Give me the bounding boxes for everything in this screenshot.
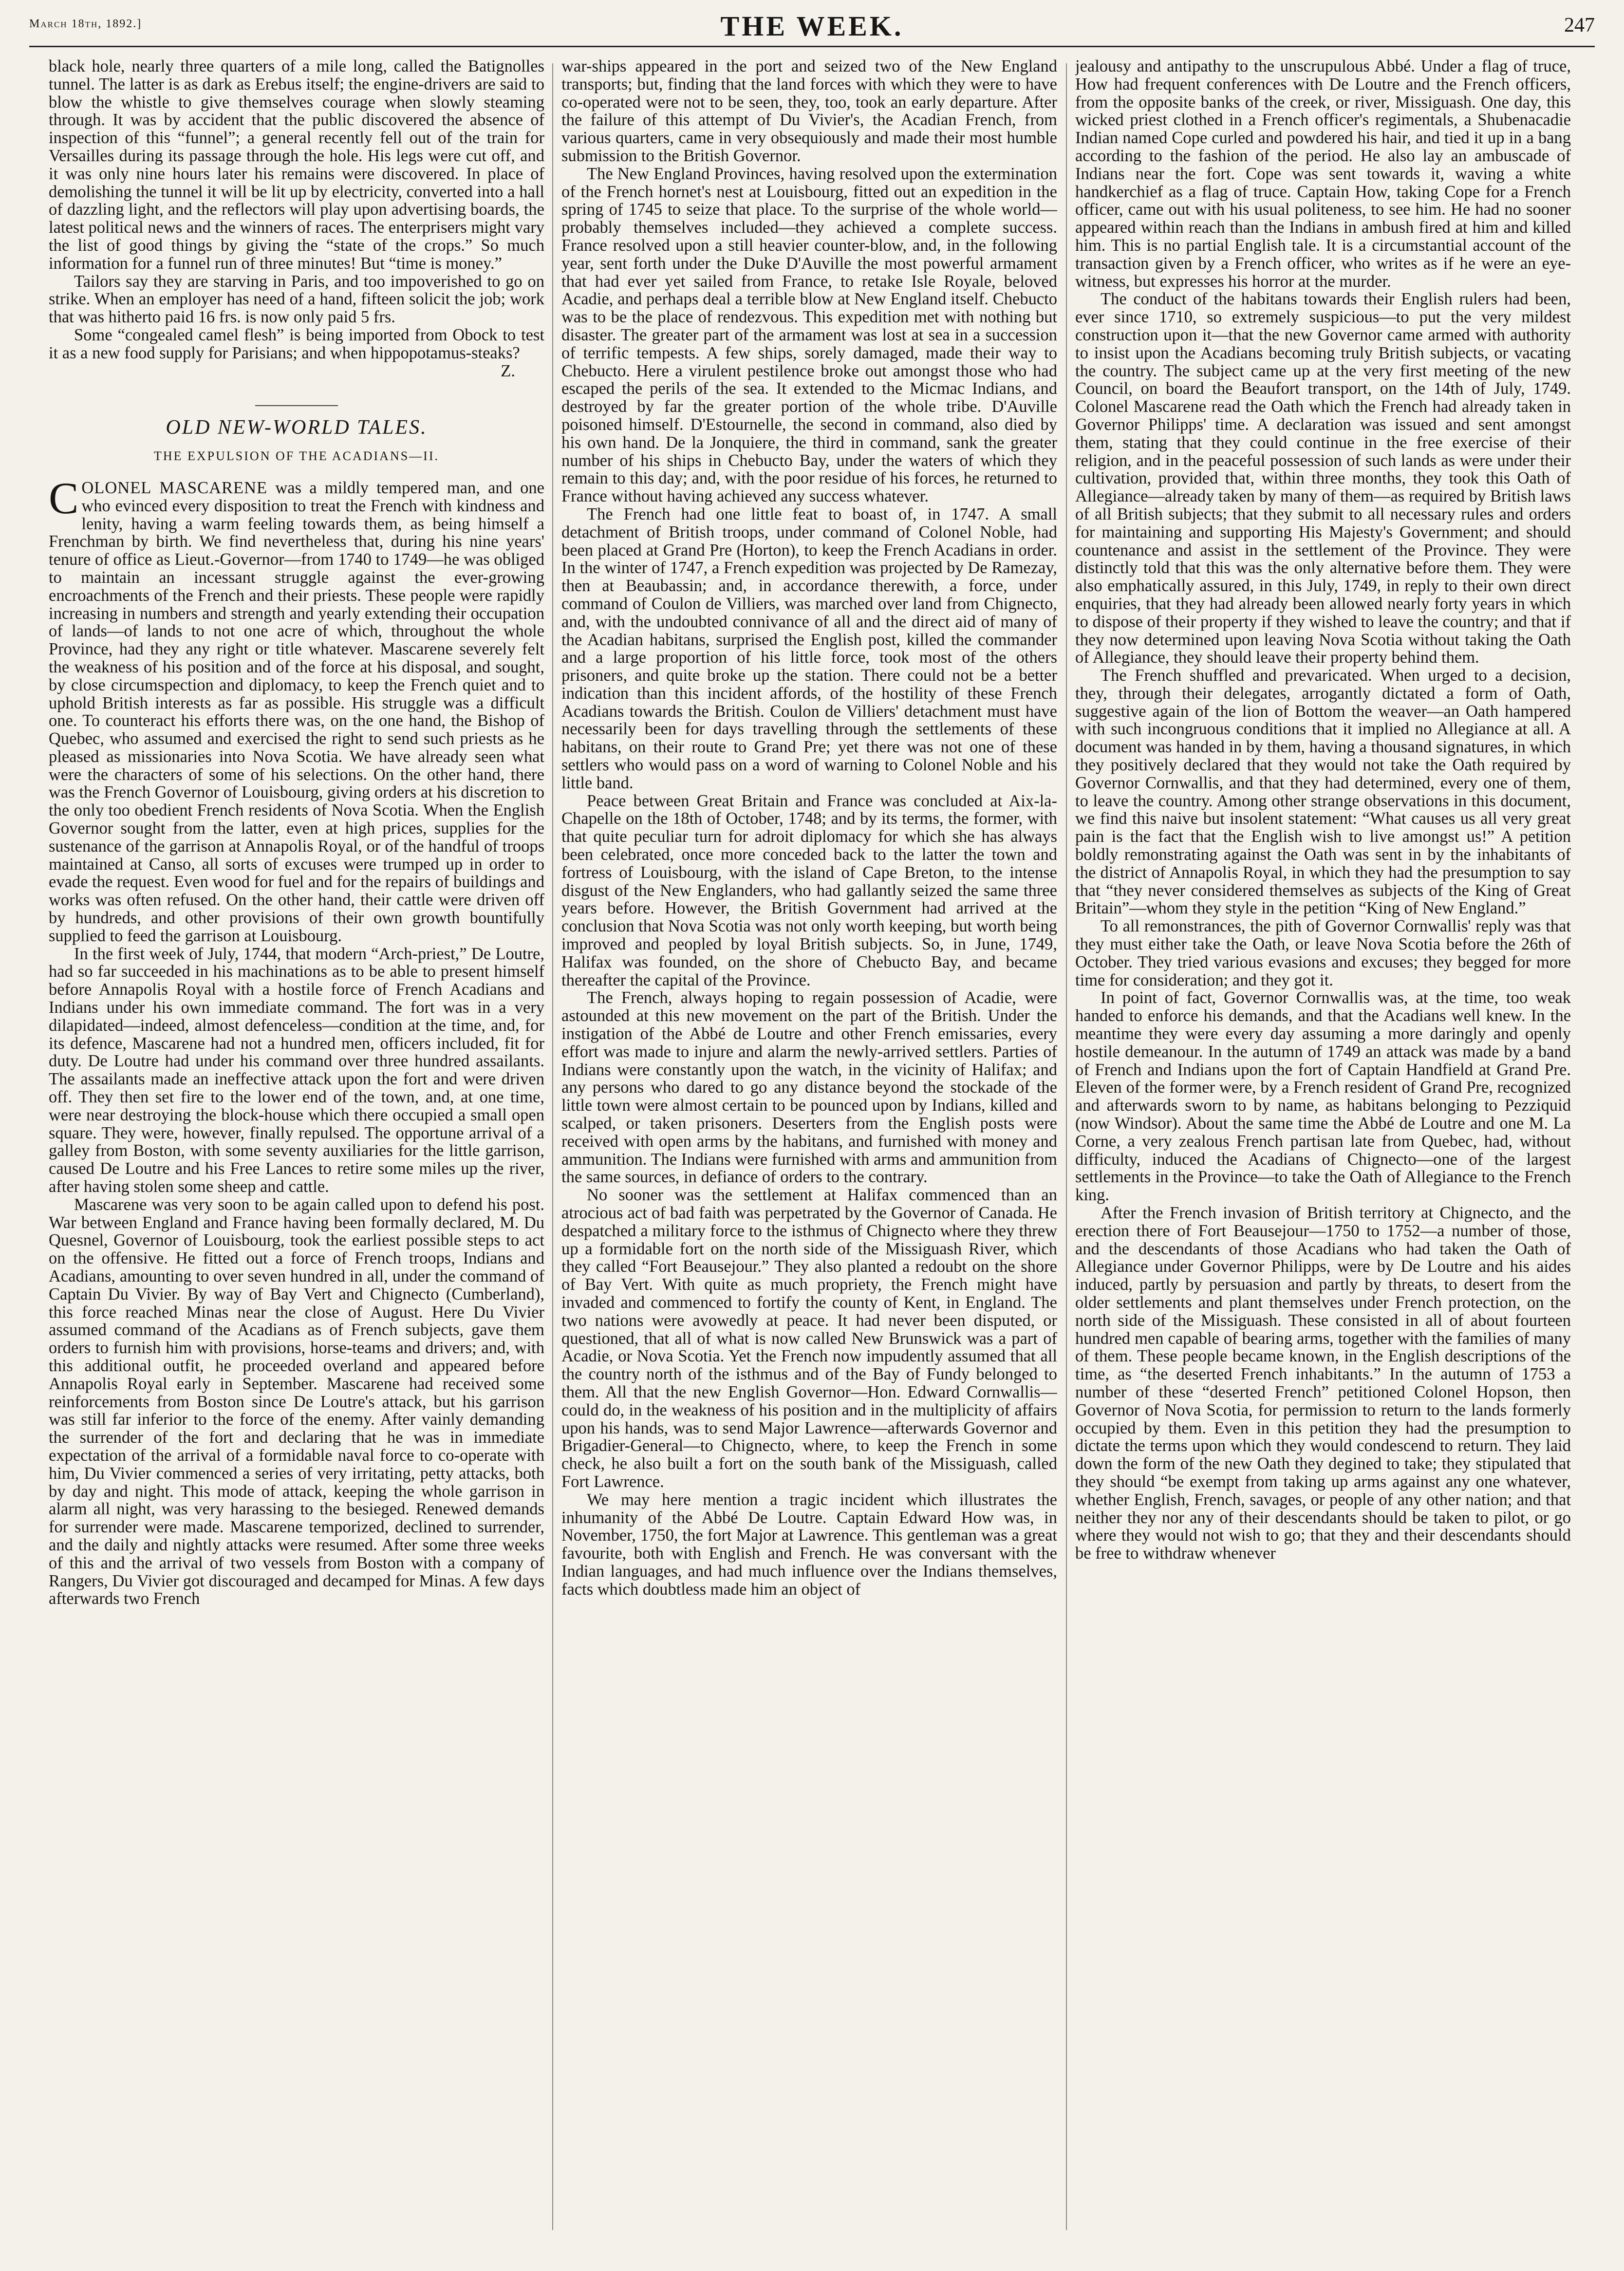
paragraph: No sooner was the settlement at Halifax commenced than an atrocious act of bad faith was perpetrated by the Governor of Canada. He despatched a military force to the isthmus of Chignecto where they threw up a formidable fort on the north side of the Missiguash River, which they called “Fort Beausejour.” They also planted a redoubt on the shore of Bay Vert. With quite as much propriety, the French might have invaded and commenced to fortify the county of Kent, in England. The two nations were avowedly at peace. It had never been disputed, or questioned, that all of what is now called New Brunswick was a part of Acadie, or Nova Scotia. Yet the French now impudently assumed that all the country north of the isthmus and of the Bay of Fundy belonged to them. All that the new English Governor—Hon. Edward Cornwallis—could do, in the weakness of his position and in the multiplicity of affairs upon his hands, was to send Major Lawrence—afterwards Governor and Brigadier-General—to Chignecto, where, to keep the French in some check, he also built a fort on the south bank of the Missiguash, called Fort Lawrence.	[561, 1186, 1057, 1491]
drop-cap: C	[49, 473, 79, 523]
column-2	[561, 57, 1057, 2234]
paragraph: The French had one little feat to boast of, in 1747. A small detachment of British troops, under command of Colonel Noble, had been placed at Grand Pre (Horton), to keep the French Acadians in order. In the winter of 1747, a French expedition was projected by De Ramezay, then at Beaubassin; and, in accordance therewith, a force, under command of Coulon de Villiers, was marched over land from Chignecto, and, with the undoubted connivance of all and the direct aid of many of the Acadian habitans, surprised the English post, killed the commander and a large proportion of his little force, took most of the others prisoners, and quite broke up the station. There could not be a better indication than this incident affords, of the hostility of these French Acadians towards the British. Coulon de Villiers' detachment must have necessarily been for days travelling through the settlements of these habitans, on their route to Grand Pre; yet there was not one of these settlers who would pass on a word of warning to Colonel Noble and his little band.	[561, 504, 1057, 792]
paragraph-text: was a mildly tempered man, and one who evinced every disposition to treat the French with kindness and lenity, having a warm feeling towards them, as being himself a Frenchman by birth. We find nevertheless that, during his nine years' tenure of office as Lieut.-Governor—from 1740 to 1749—he was obliged to maintain an incessant struggle against the ever-growing encroachments of the French and their priests. These people were rapidly increasing in numbers and strength and yearly extending their occupation of lands—of lands to not one acre of which, throughout the whole Province, had they any right or title whatever. Mascarene severely felt the weakness of his position and of the force at his disposal, and sought, by close circumspection and diplomacy, to keep the French quiet and to uphold British interests as far as possible. His struggle was a difficult one. To counteract his efforts there was, on the one hand, the Bishop of Quebec, who assumed and exercised the right to send such priests as he pleased as missionaries into Nova Scotia. We have already seen what were the characters of some of his selections. On the other hand, there was the French Governor of Louisbourg, giving orders at his discretion to the only too obedient French residents of Nova Scotia. When the English Governor sought from the latter, even at high prices, supplies for the sustenance of the garrison at Annapolis Royal, or of the handful of troops maintained at Canso, all sorts of excuses were trumped up in order to evade the request. Even wood for fuel and for the repairs of buildings and works was often refused. On the other hand, their cattle were driven off by hundreds, and other provisions of their own growth bountifully supplied to feed the garrison at Louisbourg.	[49, 478, 544, 945]
paragraph: In the first week of July, 1744, that modern “Arch-priest,” De Loutre, had so far succeeded in his machinations as to be able to present himself before Annapolis Royal with a hostile force of French Acadians and Indians under his own immediate command. The fort was in a very dilapidated—indeed, almost defenceless—condition at the time, and, for its defence, Mascarene had not a hundred men, officers included, fit for duty. De Loutre had under his command over three hundred assailants. The assailants made an ineffective attack upon the fort and were driven off. They then set fire to the lower end of the town, and, at one time, were near destroying the block-house which there occupied a small open square. They were, however, finally repulsed. The opportune arrival of a galley from Boston, with some seventy auxiliaries for the little garrison, caused De Loutre and his Free Lances to retire some miles up the river, after having stolen some sheep and cattle.	[49, 944, 544, 1196]
paragraph: jealousy and antipathy to the unscrupulous Abbé. Under a flag of truce, How had frequent conferences with De Loutre and the French officers, from the opposite banks of the creek, or river, Missiguash. One day, this wicked priest clothed in a French officer's regimentals, a Shubenacadie Indian named Cope curled and powdered his hair, and tied it up in a bang according to the fashion of the period. He also lay an ambuscade of Indians near the fort. Cope was sent towards it, waving a white handkerchief as a flag of truce. Captain How, taking Cope for a French officer, came out with his usual politeness, to see him. He had no sooner appeared within reach than the Indians in ambush fired at him and killed him. This is no partial English tale. It is a circumstantial account of the transaction given by a French officer, who writes as if he were an eye-witness, but expresses his horror at the murder.	[1075, 57, 1571, 291]
paragraph: The French, always hoping to regain possession of Acadie, were astounded at this new movement on the part of the British. Under the instigation of the Abbé de Loutre and other French emissaries, every effort was made to injure and alarm the newly-arrived settlers. Parties of Indians were constantly upon the watch, in the vicinity of Halifax; and any persons who dared to go any distance beyond the stockade of the little town were almost certain to be pounced upon by Indians, killed and scalped, or taken prisoners. Deserters from the English posts were received with open arms by the habitans, and furnished with money and ammunition. The Indians were furnished with arms and ammunition from the same sources, in defiance of orders to the contrary.	[561, 988, 1057, 1187]
article-title: OLD NEW-WORLD TALES.	[166, 416, 428, 439]
paragraph: Mascarene was very soon to be again called upon to defend his post. War between England and France having been formally declared, M. Du Quesnel, Governor of Louisbourg, took the earliest possible steps to act on the offensive. He fitted out a force of French troops, Indians and Acadians, amounting to over seven hundred in all, under the command of Captain Du Vivier. By way of Bay Vert and Chignecto (Cumberland), this force reached Minas near the close of August. Here Du Vivier assumed command of the Acadians as of French subjects, gave them orders to furnish him with provisions, horse-teams and drivers; and, with this additional outfit, he proceeded overland and appeared before Annapolis Royal early in September. Mascarene had received some reinforcements from Boston since De Loutre's attack, but his garrison was still far inferior to the force of the enemy. After vainly demanding the surrender of the fort and declaring that he was in immediate expectation of the arrival of a formidable naval force to co-operate with him, Du Vivier commenced a series of very irritating, petty attacks, both by day and night. This mode of attack, keeping the whole garrison in alarm all night, was very harassing to the besieged. Renewed demands for surrender were made. Mascarene temporized, declined to surrender, and the daily and nightly attacks were resumed. After some three weeks of this and the arrival of two vessels from Boston with a company of Rangers, Du Vivier got discouraged and decamped for Minas. A few days afterwards two French	[49, 1195, 544, 1608]
page-number: 247	[1564, 14, 1595, 37]
paragraph: Some “congealed camel flesh” is being imported from Obock to test it as a new food supply for Parisians; and when hippopotamus-steaks?	[49, 325, 544, 362]
paragraph: Peace between Great Britain and France was concluded at Aix-la-Chapelle on the 18th of October, 1748; and by its terms, the former, with that quite peculiar turn for adroit diplomacy for which she has always been celebrated, once more conceded back to the latter the town and fortress of Louisbourg, with the island of Cape Breton, to the intense disgust of the New Englanders, who had gallantly seized the same three years before. However, the British Government had arrived at the conclusion that Nova Scotia was not only worth keeping, but worth being improved and peopled by loyal British subjects. So, in June, 1749, Halifax was founded, on the shore of Chebucto Bay, and became thereafter the capital of the Province.	[561, 791, 1057, 989]
paragraph	[49, 473, 544, 945]
paragraph: black hole, nearly three quarters of a mile long, called the Batignolles tunnel. The latter is as dark as Erebus itself; the engine-drivers are said to blow the whistle to give themselves courage when slowly steaming through. It was by accident that the public discovered the absence of inspection of this “funnel”; a general recently fell out of the train for Versailles during its passage through the hole. His legs were cut off, and it was only nine hours later his remains were discovered. In place of demolishing the tunnel it will be lit up by electricity, converted into a hall of dazzling light, and the reflectors will play upon advertising boards, the latest political news and the winners of races. The enterprisers might vary the list of good things by giving the “state of the crops.” So much information for a funnel run of three minutes! But “time is money.”	[49, 57, 544, 273]
paragraph: The conduct of the habitans towards their English rulers had been, ever since 1710, so extremely suspicious—to put the very mildest construction upon it—that the new Governor came armed with authority to insist upon the Acadians becoming truly British subjects, or vacating the country. The subject came up at the very first meeting of the new Council, on board the Beaufort transport, on the 14th of July, 1749. Colonel Mascarene read the Oath which the French had already taken in Governor Philipps' time. A declaration was issued and sent amongst them, stating that they could continue in the free exercise of their religion, and in the peaceful possession of such lands as were under their cultivation, provided that, within three months, they took this Oath of Allegiance—already taken by many of them—as required by British laws of all British subjects; that they submit to all necessary rules and orders for maintaining and supporting His Majesty's Government; and should countenance and assist in the settlement of the Province. They were distinctly told that this was the only alternative before them. They were also emphatically assured, in this July, 1749, in reply to their own direct enquiries, that they had already been allowed nearly forty years in which to dispose of their property if they wished to leave the country; and that if they now determined upon leaving Nova Scotia without taking the Oath of Allegiance, they should leave their property behind them.	[1075, 290, 1571, 667]
paragraph: We may here mention a tragic incident which illustrates the inhumanity of the Abbé De Loutre. Captain Edward How was, in November, 1750, the fort Major at Lawrence. This gentleman was a great favourite, both with English and French. He was conversant with the Indian languages, and had much influence over the Indians themselves, facts which doubtless made him an object of	[561, 1490, 1057, 1599]
paragraph: After the French invasion of British territory at Chignecto, and the erection there of Fort Beausejour—1750 to 1752—a number of those, and the descendants of those Acadians who had taken the Oath of Allegiance under Governor Philipps, were by De Loutre and his aides induced, partly by persuasion and partly by threats, to desert from the older settlements and plant themselves under French protection, on the north side of the Missiguash. These consisted in all of about fourteen hundred men capable of bearing arms, together with the families of many of them. These people became known, in the English descriptions of the time, as “the deserted French inhabitants.” In the autumn of 1753 a number of these “deserted French” petitioned Colonel Hopson, then Governor of Nova Scotia, for permission to return to the lands formerly occupied by them. Even in this petition they had the presumption to dictate the terms upon which they would condescend to return. They laid down the form of the new Oath they degined to take; they stipulated that they should “be exempt from taking up arms against any one whatever, whether English, French, savages, or people of any other nation; and that neither they nor any of their descendants should be taken to pilot, or go where they would not wish to go; that they and their descendants should be free to withdraw whenever	[1075, 1204, 1571, 1563]
column-1	[49, 57, 544, 2234]
section-separator	[255, 405, 338, 406]
publication-title: THE WEEK.	[720, 10, 904, 42]
signature: Z.	[501, 361, 515, 380]
column-divider	[552, 63, 553, 2230]
column-divider	[1066, 63, 1067, 2230]
paragraph: Tailors say they are starving in Paris, and too impoverished to go on strike. When an employer has need of a hand, fifteen solicit the job; work that was hitherto paid 16 frs. is now only paid 5 frs.	[49, 272, 544, 327]
paragraph: In point of fact, Governor Cornwallis was, at the time, too weak handed to enforce his demands, and that the Acadians well knew. In the meantime they were every day assuming a more daringly and openly hostile demeanour. In the autumn of 1749 an attack was made by a band of French and Indians upon the fort of Captain Handfield at Grand Pre. Eleven of the former were, by a French resident of Grand Pre, recognized and afterwards sworn to by name, as habitans belonging to Pezziquid (now Windsor). About the same time the Abbé de Loutre and one M. La Corne, a very zealous French partisan late from Quebec, had, without difficulty, induced the Acadians of Chignecto—one of the largest settlements in the Province—to take the Oath of Allegiance to the French king.	[1075, 988, 1571, 1205]
paragraph: The New England Provinces, having resolved upon the extermination of the French hornet's nest at Louisbourg, fitted out an expedition in the spring of 1745 to seize that place. To the surprise of the whole world—probably themselves included—they achieved a complete success. France resolved upon a still heavier counter-blow, and, in the following year, sent forth under the Duke D'Auville the most powerful armament that had ever yet sailed from France, to retake Isle Royale, beloved Acadie, and perhaps deal a terrible blow at New England itself. Chebucto was to be the place of rendezvous. This expedition met with nothing but disaster. The greater part of the armament was lost at sea in a succession of terrific tempests. A few ships, sorely damaged, made their way to Chebucto. Here a virulent pestilence broke out amongst those who had escaped the perils of the sea. It extended to the Micmac Indians, and destroyed by far the greater portion of the whole tribe. D'Auville poisoned himself. D'Estournelle, the second in command, also died by his own hand. De la Jonquiere, the third in command, sank the greater number of his ships in Chebucto Bay, under the waters of which they remain to this day; and, with the poor residue of his forces, he returned to France without having achieved any success whatever.	[561, 164, 1057, 506]
lead-in: OLONEL MASCARENE	[81, 478, 268, 497]
paragraph: war-ships appeared in the port and seized two of the New England transports; but, finding that the land forces with which they were to have co-operated were not to be seen, they, too, took an early departure. After the failure of this attempt of Du Vivier's, the Acadian French, from various quarters, came in very obsequiously and made their most humble submission to the British Governor.	[561, 57, 1057, 165]
article-subtitle: THE EXPULSION OF THE ACADIANS—II.	[153, 449, 440, 464]
header-rule	[29, 46, 1595, 47]
page-header	[29, 10, 1595, 44]
issue-date: March 18th, 1892.]	[29, 18, 142, 30]
column-3	[1075, 57, 1571, 2234]
paragraph: To all remonstrances, the pith of Governor Cornwallis' reply was that they must either take the Oath, or leave Nova Scotia before the 26th of October. They tried various evasions and excuses; they begged for more time for consideration; and they got it.	[1075, 917, 1571, 989]
paragraph: The French shuffled and prevaricated. When urged to a decision, they, through their delegates, arrogantly dictated a form of Oath, suggestive again of the lion of Bottom the weaver—an Oath hampered with such incongruous conditions that it implied no Allegiance at all. A document was handed in by them, having a thousand signatures, in which they positively declared that they would not take the Oath required by Governor Cornwallis, and that they had determined, every one of them, to leave the country. Among other strange observations in this document, we find this naive but insolent statement: “What causes us all very great pain is the fact that the English wish to live amongst us!” A petition boldly remonstrating against the Oath was sent in by the inhabitants of the district of Annapolis Royal, in which they had the presumption to say that “they never considered themselves as subjects of the King of Great Britain”—whom they style in the petition “King of New England.”	[1075, 666, 1571, 918]
